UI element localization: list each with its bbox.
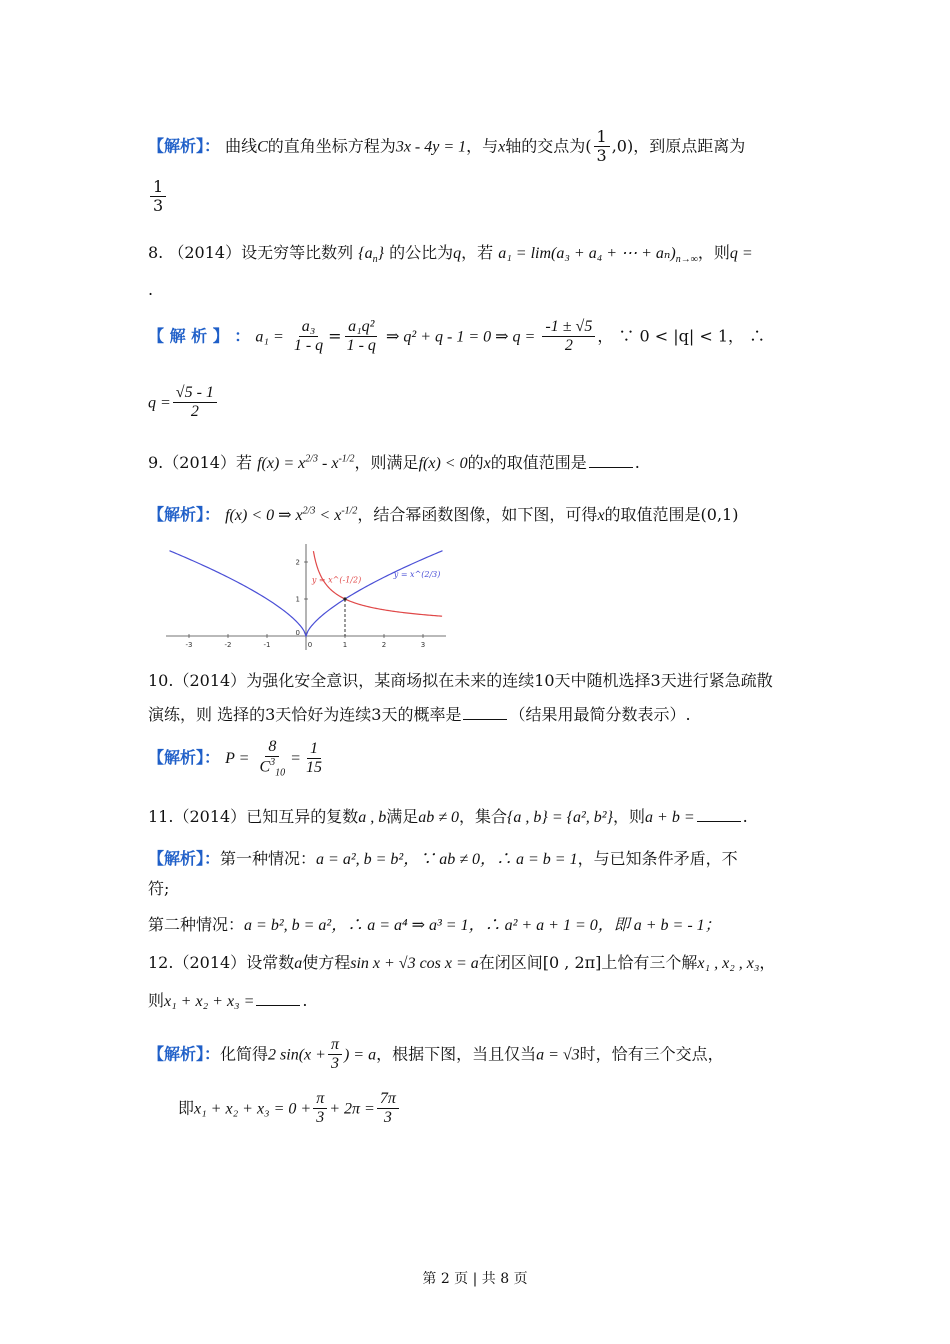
text: 满足 [386, 807, 419, 826]
solution-label: 【 解 析 】 ： [148, 326, 251, 346]
fraction [291, 318, 326, 356]
numerator: √5 - 1 [173, 384, 217, 403]
sup: 3 [270, 757, 276, 769]
text: ，集合 [459, 807, 508, 826]
solution-label: 【解析】： [148, 748, 221, 768]
q12-question [148, 950, 810, 973]
origin-label: 0 [295, 629, 300, 637]
q12-solution [148, 1036, 810, 1074]
math: a , b [358, 809, 387, 826]
q8-solution: 【 解 析 】 ： a₁ = $\frac{\text{a₃}}{1 - q}$ = $\frac{\text{a₁q²}}{1 - q}$ ⇒ q² + q - 1 = 0 ⇒ q = $\frac{-1 \pm √5}{2}$ ， ∵ 0 < |q| < 1， ∴ [148, 318, 766, 355]
intersection-point [343, 597, 346, 600]
numerator: 7π [377, 1090, 399, 1109]
exponent: -1/2 [338, 453, 355, 465]
question-year: （2014） [173, 807, 247, 826]
text: 即 [178, 1098, 195, 1118]
math: a [294, 955, 303, 972]
answer-blank [589, 466, 633, 468]
math: < x [315, 507, 342, 524]
limit-subscript: n→∞ [675, 254, 698, 266]
exponent: 2/3 [305, 453, 318, 465]
question-number: 10. [148, 671, 174, 690]
denominator: 15 [305, 759, 322, 777]
text: ，根据下图，当且仅当 [376, 1044, 537, 1064]
denominator: 1 - q [346, 337, 376, 355]
text: 为强化安全意识，某商场拟在未来的连续10天中随机选择3天进行紧急疏散 [246, 671, 773, 690]
denominator [256, 757, 288, 779]
text: 设无穷等比数列 [241, 243, 354, 262]
question-number: 8. [148, 243, 164, 262]
question-number: 11. [148, 807, 174, 826]
question-year: （2014） [168, 243, 242, 262]
math: a = √3 [536, 1046, 580, 1064]
fraction [328, 1036, 342, 1074]
x-tick-label: -1 [263, 641, 271, 649]
math: f(x) < 0 ⇒ x [225, 507, 303, 524]
text: 若 [236, 453, 253, 472]
math: f(x) = x [257, 455, 306, 472]
q11-solution [148, 846, 810, 869]
q8-dot [148, 280, 810, 299]
math: P = [225, 750, 250, 768]
math: sin x + √3 cos x = a [350, 955, 479, 972]
fraction [313, 1090, 327, 1128]
text: ,0)，到原点距离为 [611, 136, 746, 156]
text: ，则 [613, 807, 646, 826]
math: x₁ , x₂ , x₃ [697, 955, 760, 972]
denominator: 3 [330, 1055, 339, 1073]
question-year: （2014） [173, 671, 247, 690]
fraction [256, 738, 288, 779]
text: 已知互异的复数 [246, 807, 359, 826]
fraction [542, 318, 595, 356]
y-tick-label: 1 [295, 595, 300, 604]
math: q = [148, 394, 171, 412]
numerator: 1 [150, 178, 166, 197]
q11-case2 [148, 912, 810, 935]
fraction [173, 384, 217, 422]
answer-blank [463, 718, 507, 720]
sub: 10 [275, 767, 286, 779]
q8-question [148, 240, 810, 265]
solution-label: 【解析】： [148, 849, 221, 868]
equation: 3x - 4y = 1 [395, 138, 467, 156]
x-tick-label: 2 [381, 641, 387, 649]
numerator: π [313, 1090, 327, 1109]
fraction [303, 740, 325, 778]
math: x₁ + x₂ + x₃ = [164, 993, 255, 1010]
series-label-x-two-thirds: y = x^(2/3) [393, 569, 441, 579]
answer-blank [697, 820, 741, 822]
numerator: 8 [265, 738, 279, 757]
math: q [453, 245, 462, 262]
text: 符; [148, 879, 170, 898]
q10-question [148, 668, 810, 691]
question-number: 12. [148, 953, 174, 972]
text: ，若 [461, 243, 494, 262]
sequence [358, 245, 385, 266]
math: q = [729, 245, 753, 262]
denominator: 3 [596, 146, 607, 166]
math: + 2π = [329, 1100, 375, 1118]
math: ⇒ q² + q - 1 = 0 ⇒ q = [386, 328, 536, 346]
seq-end: } [377, 245, 385, 262]
limit-expression: a₁ = lim(a₃ + a₄ + ⋯ + aₙ) [498, 245, 676, 262]
x-tick-label: 0 [307, 641, 313, 649]
q10-question-cont [148, 702, 810, 725]
text: 曲线 [225, 136, 258, 156]
series-label-x-neg-half: y = x^(-1/2) [311, 575, 362, 585]
math: x [597, 507, 605, 524]
math: x [483, 455, 491, 472]
question-year: （2014） [173, 953, 247, 972]
text: ，与已知条件矛盾，不 [577, 849, 738, 868]
text: 第一种情况： [220, 849, 317, 868]
text: 设常数 [246, 953, 295, 972]
math: a + b = [645, 809, 695, 826]
q11-question [148, 804, 810, 827]
sub: n [372, 254, 378, 266]
q11-solution-cont [148, 876, 810, 899]
solution-label: 【解析】： [148, 505, 221, 524]
text: 的 [467, 453, 484, 472]
seq: {a [358, 245, 373, 262]
dot: . [742, 807, 748, 826]
text: 轴的交点为( [505, 136, 592, 156]
denominator: 1 - q [293, 337, 324, 355]
combination: C [259, 758, 271, 776]
text: 的直角坐标方程为 [267, 136, 396, 156]
q12-question-cont [148, 988, 810, 1011]
math: ) = a [343, 1046, 377, 1064]
x-tick-label: -3 [185, 641, 193, 649]
math: = [290, 750, 301, 768]
text: ，与 [466, 136, 499, 156]
text: ，则满足 [354, 453, 419, 472]
fraction [377, 1090, 399, 1128]
numerator: a₁q² [345, 318, 377, 337]
fraction [150, 178, 166, 216]
page-footer: 第 2 页 | 共 8 页 [422, 1271, 528, 1287]
numerator: -1 ± √5 [542, 318, 595, 337]
math: 2 sin(x + [268, 1046, 326, 1064]
denominator: 3 [153, 196, 164, 216]
text: （结果用最简分数表示）. [509, 705, 691, 724]
numerator: 1 [594, 128, 610, 147]
answer-blank [256, 1004, 300, 1006]
question-number: 9. [148, 453, 164, 472]
text: 使方程 [302, 953, 351, 972]
denominator: 3 [383, 1109, 392, 1127]
text: 第二种情况： [148, 915, 245, 934]
q7-solution [148, 128, 810, 166]
math: a₁ = [255, 328, 284, 346]
q9-question [148, 450, 810, 473]
text: 演练，则 选择的3天恰好为连续3天的概率是 [148, 705, 462, 724]
solution-label: 【解析】： [148, 1044, 221, 1064]
dot: . [634, 453, 640, 472]
math: a = a², b = b²，∵ ab ≠ 0，∴ a = b = 1 [316, 851, 578, 868]
text: 则 [148, 991, 165, 1010]
text: 的公比为 [389, 243, 454, 262]
text: 的取值范围是 [490, 453, 587, 472]
math: a = b², b = a²，∴ a = a⁴ ⇒ a³ = 1，∴ a² + a + 1 = 0，即 a + b = - 1； [244, 917, 721, 934]
q12-result [178, 1090, 810, 1128]
math: ab ≠ 0 [418, 809, 459, 826]
math: x [498, 138, 506, 156]
x-tick-label: 1 [342, 641, 348, 649]
text: ， [759, 953, 776, 972]
text: ，结合幂函数图像，如下图，可得 [357, 505, 598, 524]
math: - x [318, 455, 339, 472]
text: ，则 [697, 243, 730, 262]
q7-answer [148, 178, 810, 216]
solution-label: 【解析】： [148, 136, 221, 156]
q9-solution [148, 502, 810, 525]
numerator: a₃ [299, 318, 319, 337]
q8-answer [148, 384, 810, 422]
denominator: 2 [564, 337, 573, 355]
x-tick-label: 3 [420, 641, 426, 649]
text: 在闭区间[0 , 2π]上恰有三个解 [478, 953, 698, 972]
dot: . [148, 280, 154, 299]
denominator: 2 [190, 403, 199, 421]
x-tick-label: -2 [224, 641, 232, 649]
power-function-graph [164, 540, 448, 650]
math: C [257, 138, 268, 156]
text: 的取值范围是(0,1) [604, 505, 739, 524]
numerator: 1 [307, 740, 321, 759]
q10-solution [148, 738, 810, 779]
exponent: -1/2 [341, 505, 358, 517]
math: f(x) < 0 [418, 455, 468, 472]
dot: . [302, 991, 308, 1010]
text: 化简得 [220, 1044, 269, 1064]
text: ， ∵ 0 < |q| < 1， ∴ [597, 326, 766, 346]
fraction [594, 128, 610, 166]
math: {a , b} = {a², b²} [507, 809, 613, 826]
question-year: （2014） [163, 453, 236, 472]
numerator: π [328, 1036, 342, 1055]
text: 时，恰有三个交点， [579, 1044, 724, 1064]
math: x₁ + x₂ + x₃ = 0 + [194, 1100, 312, 1118]
exponent: 2/3 [302, 505, 316, 517]
y-tick-label: 2 [295, 558, 300, 567]
fraction [344, 318, 379, 356]
denominator: 3 [316, 1109, 325, 1127]
